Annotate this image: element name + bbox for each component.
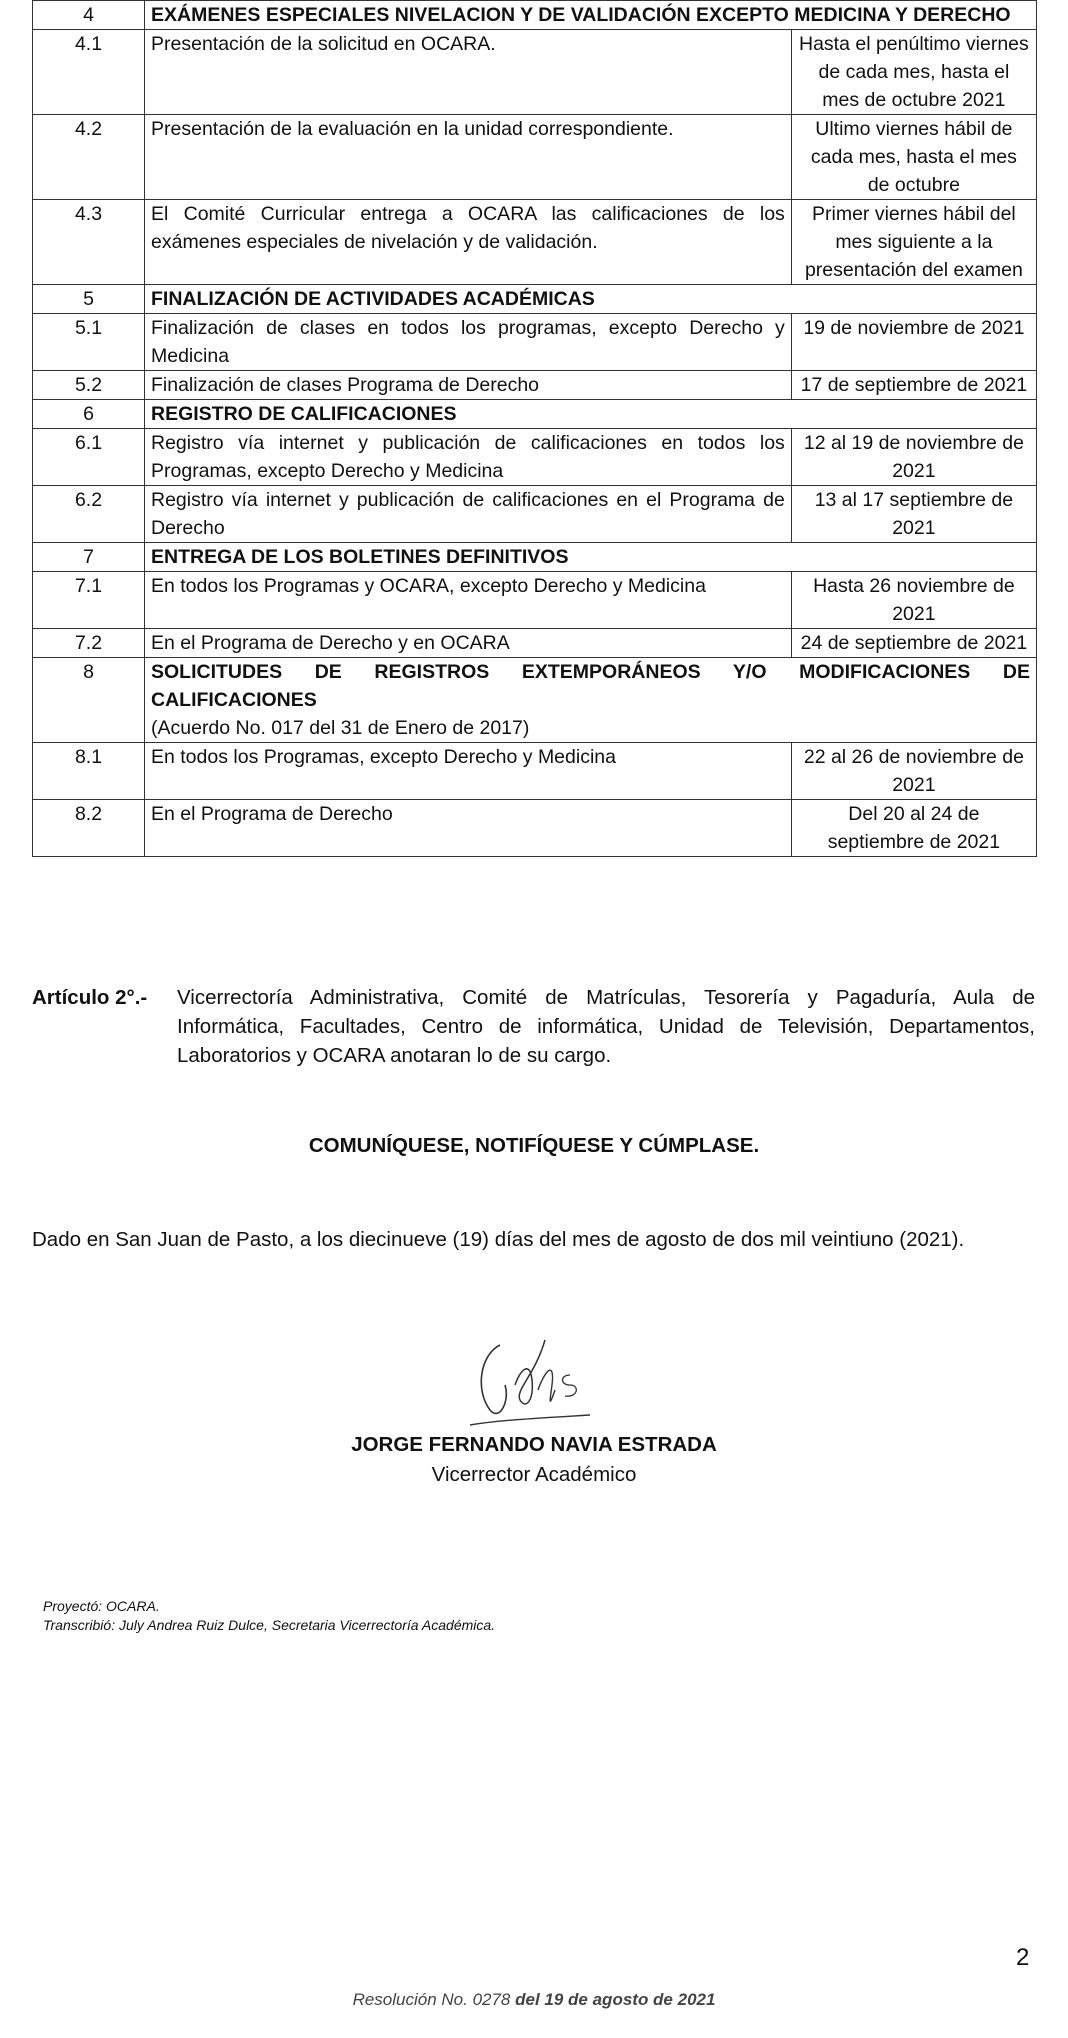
table-row (33, 200, 1037, 285)
section-row (33, 400, 1037, 429)
row-date: Ultimo viernes hábil de cada mes, hasta el mes de octubre (791, 115, 1036, 200)
issued-statement: Dado en San Juan de Pasto, a los diecinueve (19) días del mes de agosto de dos mil veintiuno (2021). (32, 1228, 965, 1251)
section-title: FINALIZACIÓN DE ACTIVIDADES ACADÉMICAS (151, 288, 595, 310)
signer-title: Vicerrector Académico (431, 1463, 637, 1486)
row-number: 5.1 (33, 314, 145, 371)
row-description: En todos los Programas, excepto Derecho y Medicina (145, 743, 792, 800)
note-proyecto: Proyectó: OCARA. (43, 1598, 160, 1614)
row-description (145, 658, 1037, 743)
row-number: 6.1 (33, 429, 145, 486)
row-number: 6 (33, 400, 145, 429)
page-number: 2 (1016, 1944, 1030, 1971)
page-footer (0, 1990, 1068, 2010)
row-number: 5.2 (33, 371, 145, 400)
row-date: 22 al 26 de noviembre de 2021 (791, 743, 1036, 800)
row-number: 4 (33, 1, 145, 30)
row-date: Del 20 al 24 de septiembre de 2021 (791, 800, 1036, 857)
section-row (33, 285, 1037, 314)
article-label: Artículo 2°.- (32, 986, 148, 1009)
section-row (33, 543, 1037, 572)
table-row (33, 314, 1037, 371)
row-number: 8.2 (33, 800, 145, 857)
table-row (33, 800, 1037, 857)
row-description (145, 400, 1037, 429)
table-row (33, 115, 1037, 200)
table-row (33, 371, 1037, 400)
table-row (33, 486, 1037, 543)
row-number: 5 (33, 285, 145, 314)
row-number: 7.2 (33, 629, 145, 658)
row-number: 8 (33, 658, 145, 743)
row-description (145, 543, 1037, 572)
section-title: EXÁMENES ESPECIALES NIVELACION Y DE VALIDACIÓN EXCEPTO MEDICINA Y DERECHO (151, 4, 1011, 26)
table-row (33, 572, 1037, 629)
row-number: 4.2 (33, 115, 145, 200)
closing-statement: COMUNÍQUESE, NOTIFÍQUESE Y CÚMPLASE. (308, 1134, 760, 1157)
calendar-table-body (33, 1, 1037, 857)
section-row (33, 658, 1037, 743)
row-description: El Comité Curricular entrega a OCARA las calificaciones de los exámenes especiales de nivelación y de validación. (145, 200, 792, 285)
section-title: REGISTRO DE CALIFICACIONES (151, 403, 457, 425)
section-row (33, 1, 1037, 30)
article-2 (32, 983, 1035, 1070)
row-description: En el Programa de Derecho y en OCARA (145, 629, 792, 658)
signer-block (0, 1430, 1068, 1490)
footer-resolution: Resolución No. 0278 (352, 1990, 511, 2009)
document-notes (43, 1597, 495, 1635)
row-date: Hasta 26 noviembre de 2021 (791, 572, 1036, 629)
row-date: 19 de noviembre de 2021 (791, 314, 1036, 371)
note-transcribio: Transcribió: July Andrea Ruiz Dulce, Secretaria Vicerrectoría Académica. (43, 1617, 496, 1633)
article-text: Vicerrectoría Administrativa, Comité de Matrículas, Tesorería y Pagaduría, Aula de Informática, Facultades, Centro de informática, Unidad de Televisión, Departamentos, Laboratorios y OCARA anotaran lo de su cargo. (177, 986, 1035, 1067)
row-number: 8.1 (33, 743, 145, 800)
row-date: Hasta el penúltimo viernes de cada mes, hasta el mes de octubre 2021 (791, 30, 1036, 115)
section-title: SOLICITUDES DE REGISTROS EXTEMPORÁNEOS Y/O MODIFICACIONES DE CALIFICACIONES (151, 661, 1030, 711)
row-date: Primer viernes hábil del mes siguiente a la presentación del examen (791, 200, 1036, 285)
row-description: En el Programa de Derecho (145, 800, 792, 857)
row-description: Presentación de la evaluación en la unidad correspondiente. (145, 115, 792, 200)
row-number: 6.2 (33, 486, 145, 543)
row-date: 24 de septiembre de 2021 (791, 629, 1036, 658)
row-date: 17 de septiembre de 2021 (791, 371, 1036, 400)
table-row (33, 629, 1037, 658)
table-row (33, 30, 1037, 115)
row-description: Finalización de clases Programa de Derecho (145, 371, 792, 400)
section-subtitle: (Acuerdo No. 017 del 31 de Enero de 2017) (151, 717, 530, 739)
row-date: 13 al 17 septiembre de 2021 (791, 486, 1036, 543)
row-description: Finalización de clases en todos los programas, excepto Derecho y Medicina (145, 314, 792, 371)
row-description: En todos los Programas y OCARA, excepto Derecho y Medicina (145, 572, 792, 629)
row-description: Presentación de la solicitud en OCARA. (145, 30, 792, 115)
section-title: ENTREGA DE LOS BOLETINES DEFINITIVOS (151, 546, 569, 568)
row-description: Registro vía internet y publicación de calificaciones en el Programa de Derecho (145, 486, 792, 543)
table-row (33, 429, 1037, 486)
signer-name: JORGE FERNANDO NAVIA ESTRADA (351, 1433, 717, 1456)
row-number: 7.1 (33, 572, 145, 629)
row-number: 4.1 (33, 30, 145, 115)
signature-image (460, 1330, 610, 1435)
row-description: Registro vía internet y publicación de calificaciones en todos los Programas, excepto Derecho y Medicina (145, 429, 792, 486)
table-row (33, 743, 1037, 800)
row-number: 7 (33, 543, 145, 572)
row-description (145, 1, 1037, 30)
row-number: 4.3 (33, 200, 145, 285)
footer-date: del 19 de agosto de 2021 (515, 1990, 716, 2009)
row-date: 12 al 19 de noviembre de 2021 (791, 429, 1036, 486)
calendar-table (32, 0, 1037, 857)
row-description (145, 285, 1037, 314)
